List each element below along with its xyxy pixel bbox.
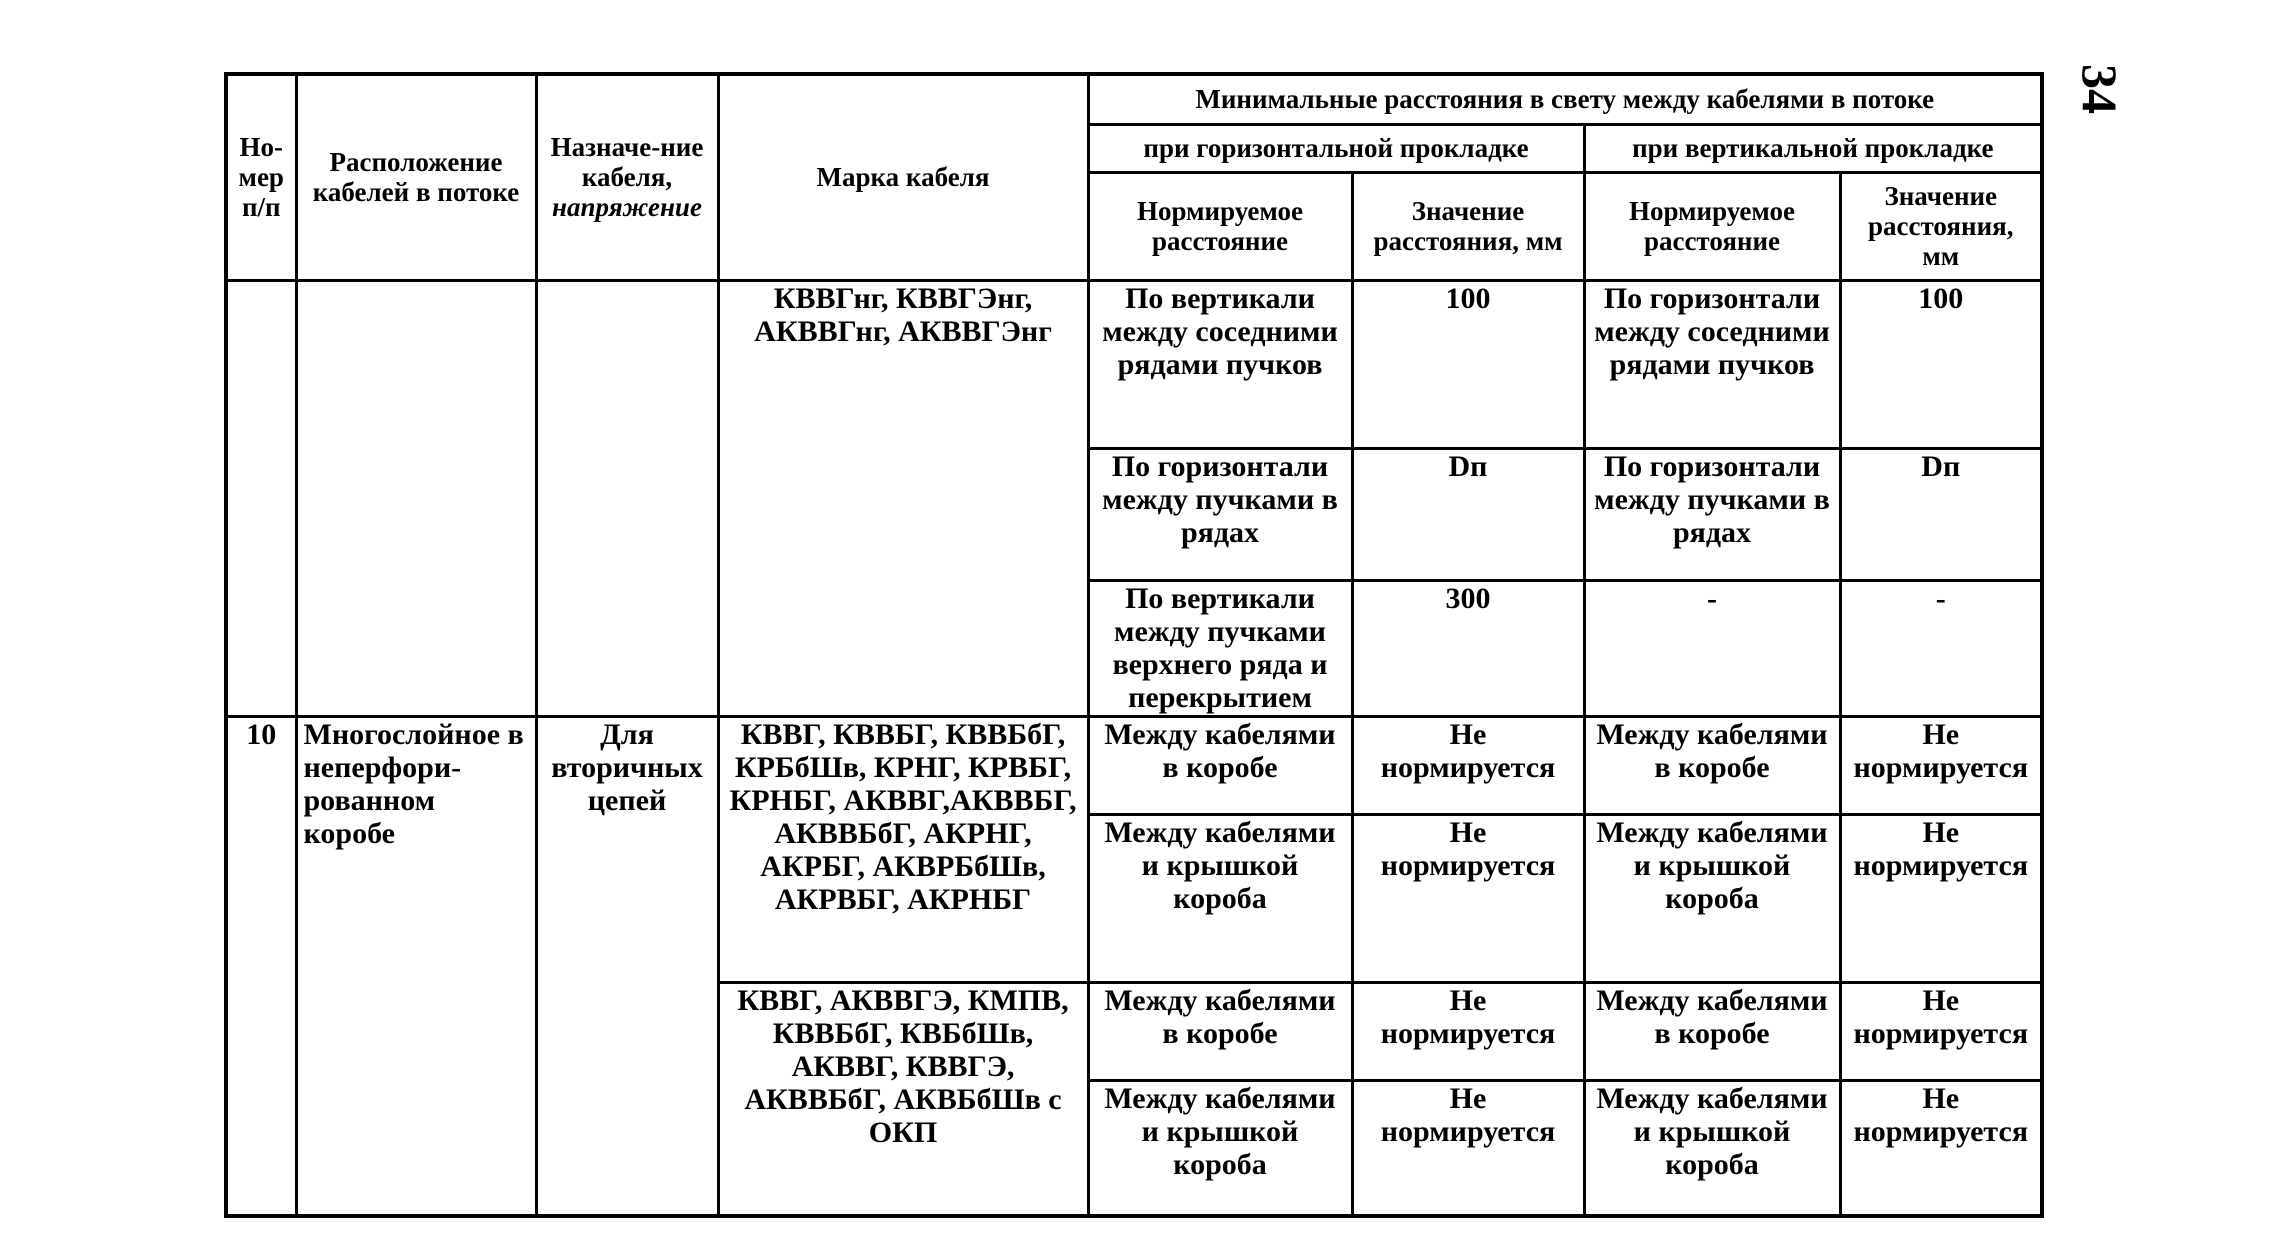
col-header-voltage-text: напряжение <box>552 192 702 223</box>
col-header-vertical: при вертикальной прокладке <box>1584 124 2042 172</box>
cell-horiz-norm: По горизонтали между пучками в рядах <box>1088 448 1352 580</box>
cell-purpose: Для вторичных цепей <box>536 716 718 1216</box>
cell-vert-norm: Между кабелями в коробе <box>1584 716 1840 814</box>
col-header-brand: Марка кабеля <box>718 74 1088 280</box>
cell-brand: КВВГ, АКВВГЭ, КМПВ, КВВБбГ, КВБбШв, АКВВГ, КВВГЭ, АКВВБбГ, АКВБбШв с ОКП <box>718 982 1088 1216</box>
col-header-min-distances: Минимальные расстояния в свету между кабелями в потоке <box>1088 74 2042 124</box>
cell-horiz-norm: По вертикали между пучками верхнего ряда и перекрытием <box>1088 580 1352 716</box>
cell-number <box>226 280 296 716</box>
cell-horiz-value: Не нормируется <box>1352 1080 1584 1216</box>
col-header-number: Но- мер п/п <box>226 74 296 280</box>
col-header-horizontal: при горизонтальной прокладке <box>1088 124 1584 172</box>
cell-vert-norm: По горизонтали между соседними рядами пучков <box>1584 280 1840 448</box>
col-header-horiz-norm: Нормируемое расстояние <box>1088 172 1352 280</box>
col-header-purpose-text: Назначе-ние кабеля, <box>550 132 704 193</box>
cell-vert-value: Не нормируется <box>1840 814 2042 982</box>
cell-vert-value: Не нормируется <box>1840 716 2042 814</box>
cell-vert-norm: Между кабелями и крышкой короба <box>1584 1080 1840 1216</box>
cell-horiz-value: Не нормируется <box>1352 716 1584 814</box>
cell-vert-value: 100 <box>1840 280 2042 448</box>
col-header-purpose <box>536 74 718 280</box>
cell-horiz-value: Dп <box>1352 448 1584 580</box>
cell-vert-value: Не нормируется <box>1840 982 2042 1080</box>
cell-horiz-norm: По вертикали между соседними рядами пучков <box>1088 280 1352 448</box>
cell-vert-value: - <box>1840 580 2042 716</box>
cell-horiz-value: 300 <box>1352 580 1584 716</box>
cable-distance-table <box>224 72 2044 1218</box>
cell-horiz-norm: Между кабелями в коробе <box>1088 982 1352 1080</box>
cell-vert-norm: Между кабелями и крышкой короба <box>1584 814 1840 982</box>
cell-horiz-value: 100 <box>1352 280 1584 448</box>
col-header-location: Расположение кабелей в потоке <box>296 74 536 280</box>
cell-horiz-value: Не нормируется <box>1352 982 1584 1080</box>
col-header-vert-norm: Нормируемое расстояние <box>1584 172 1840 280</box>
table-row <box>226 716 2042 814</box>
cell-horiz-norm: Между кабелями и крышкой короба <box>1088 1080 1352 1216</box>
cell-brand: КВВГнг, КВВГЭнг, АКВВГнг, АКВВГЭнг <box>718 280 1088 716</box>
cell-vert-norm: По горизонтали между пучками в рядах <box>1584 448 1840 580</box>
page-number: 34 <box>2072 64 2128 114</box>
cell-brand: КВВГ, КВВБГ, КВВБбГ, КРБбШв, КРНГ, КРВБГ, КРНБГ, АКВВГ,АКВВБГ, АКВВБбГ, АКРНГ, АКРБГ, АКВРБбШв, АКРВБГ, АКРНБГ <box>718 716 1088 982</box>
cell-number: 10 <box>226 716 296 1216</box>
table-row <box>226 280 2042 448</box>
cell-purpose <box>536 280 718 716</box>
col-header-horiz-value: Значение расстояния, мм <box>1352 172 1584 280</box>
cell-vert-norm: - <box>1584 580 1840 716</box>
cell-vert-value: Не нормируется <box>1840 1080 2042 1216</box>
cell-horiz-norm: Между кабелями в коробе <box>1088 716 1352 814</box>
cell-location: Многослойное в неперфори-рованном коробе <box>296 716 536 1216</box>
cell-vert-norm: Между кабелями в коробе <box>1584 982 1840 1080</box>
cell-horiz-value: Не нормируется <box>1352 814 1584 982</box>
col-header-vert-value: Значение расстояния, мм <box>1840 172 2042 280</box>
cell-location <box>296 280 536 716</box>
cell-vert-value: Dп <box>1840 448 2042 580</box>
cell-horiz-norm: Между кабелями и крышкой короба <box>1088 814 1352 982</box>
